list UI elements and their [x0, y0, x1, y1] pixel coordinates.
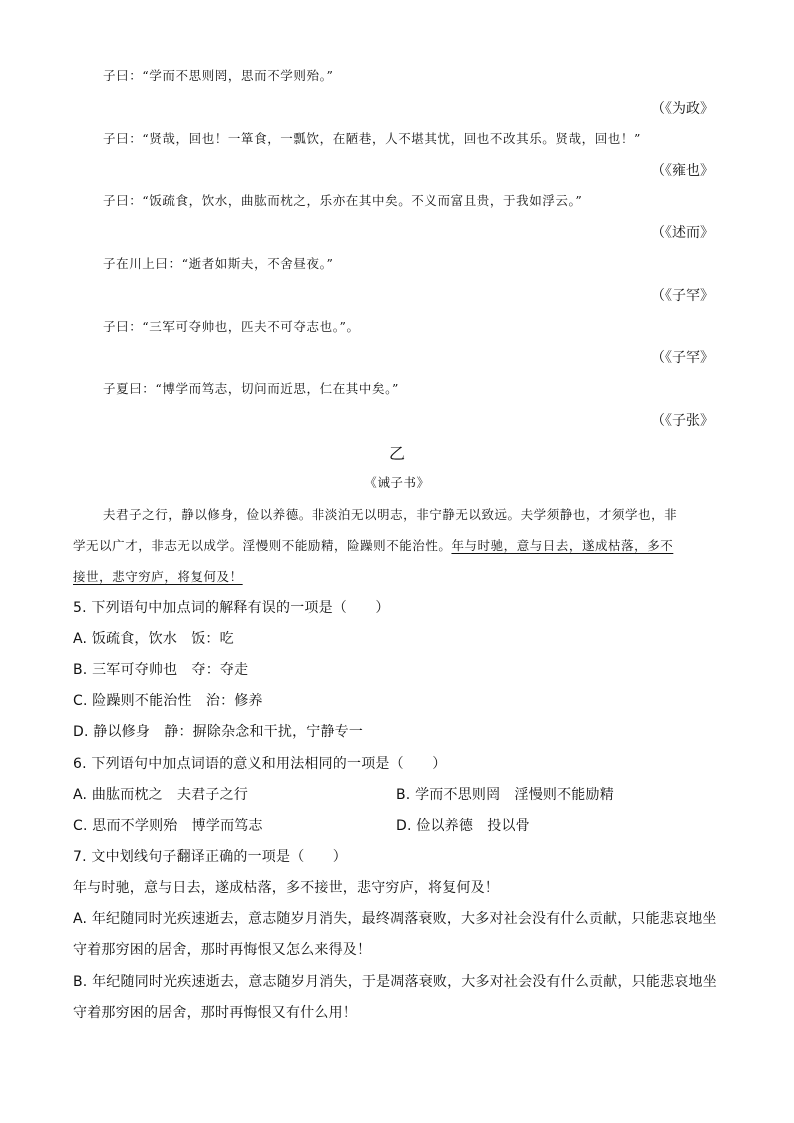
question-6-option-c: C. 思而不学则殆 博学而笃志	[73, 818, 263, 834]
section-mark-yi: 乙	[388, 444, 405, 463]
quote-source-6: （《子张》	[651, 413, 714, 429]
essay-line-1: 夫君子之行，静以修身，俭以养德。非淡泊无以明志，非宁静无以致远。夫学须静也，才须学也，非	[103, 507, 678, 522]
question-6-stem: 6. 下列语句中加点词语的意义和用法相同的一项是（ ）	[73, 756, 447, 772]
question-5-option-d: D. 静以修身 静：摒除杂念和干扰，宁静专一	[73, 724, 364, 740]
essay-line-3	[73, 568, 243, 586]
analects-quote-2: 子曰：“贤哉，回也！一箪食，一瓢饮，在陋巷，人不堪其忧，回也不改其乐。贤哉，回也！”	[103, 131, 641, 146]
essay-line-2-plain: 学无以广才，非志无以成学。淫慢则不能励精，险躁则不能治性。	[73, 538, 452, 553]
question-6-option-b: B. 学而不思则罔 淫慢则不能励精	[396, 787, 614, 803]
analects-quote-1: 子曰：“学而不思则罔，思而不学则殆。”	[103, 68, 334, 83]
quote-source-1: （《为政》	[651, 101, 714, 117]
question-6-option-a: A. 曲肱而枕之 夫君子之行	[73, 787, 249, 803]
analects-quote-5: 子曰：“三军可夺帅也，匹夫不可夺志也。”。	[103, 319, 360, 334]
question-7-option-b-line-1: B. 年纪随同时光疾速逝去，意志随岁月消失，于是凋落衰败，大多对社会没有什么贡献，只能悲哀地坐	[73, 974, 717, 990]
question-5-stem: 5. 下列语句中加点词的解释有误的一项是（ ）	[73, 600, 390, 616]
question-7-stem: 7. 文中划线句子翻译正确的一项是（ ）	[73, 849, 348, 865]
essay-underlined-sentence-part-2: 接世，悲守穷庐，将复何及！	[73, 569, 243, 584]
question-7-option-a-line-2: 守着那穷困的居舍，那时再悔恨又怎么来得及！	[73, 942, 372, 958]
analects-quote-4: 子在川上曰：“逝者如斯夫，不舍昼夜。”	[103, 256, 334, 271]
question-7-option-a-line-1: A. 年纪随同时光疾速逝去，意志随岁月消失，最终凋落衰败，大多对社会没有什么贡献，只能悲哀地坐	[73, 911, 717, 927]
quote-source-4: （《子罕》	[651, 288, 714, 304]
analects-quote-6: 子夏曰：“博学而笃志，切问而近思，仁在其中矣。”	[103, 381, 399, 396]
essay-line-2	[73, 537, 673, 555]
question-6-option-d: D. 俭以养德 投以骨	[396, 818, 530, 834]
essay-underlined-sentence-part-1: 年与时驰，意与日去，遂成枯落，多不	[451, 538, 674, 553]
analects-quote-3: 子曰：“饭疏食，饮水，曲肱而枕之，乐亦在其中矣。不义而富且贵，于我如浮云。”	[103, 193, 583, 208]
question-5-option-b: B. 三军可夺帅也 夺：夺走	[73, 662, 249, 678]
quote-source-2: （《雍也》	[651, 163, 714, 179]
question-5-option-a: A. 饭疏食，饮水 饭：吃	[73, 631, 234, 647]
question-5-option-c: C. 险躁则不能治性 治：修养	[73, 693, 263, 709]
question-7-sentence: 年与时驰，意与日去，遂成枯落，多不接世，悲守穷庐，将复何及！	[73, 880, 499, 896]
question-7-option-b-line-2: 守着那穷困的居舍，那时再悔恨又有什么用！	[73, 1005, 357, 1021]
quote-source-3: （《述而》	[651, 225, 714, 241]
essay-title: 《诫子书》	[364, 475, 430, 490]
quote-source-5: （《子罕》	[651, 350, 714, 366]
